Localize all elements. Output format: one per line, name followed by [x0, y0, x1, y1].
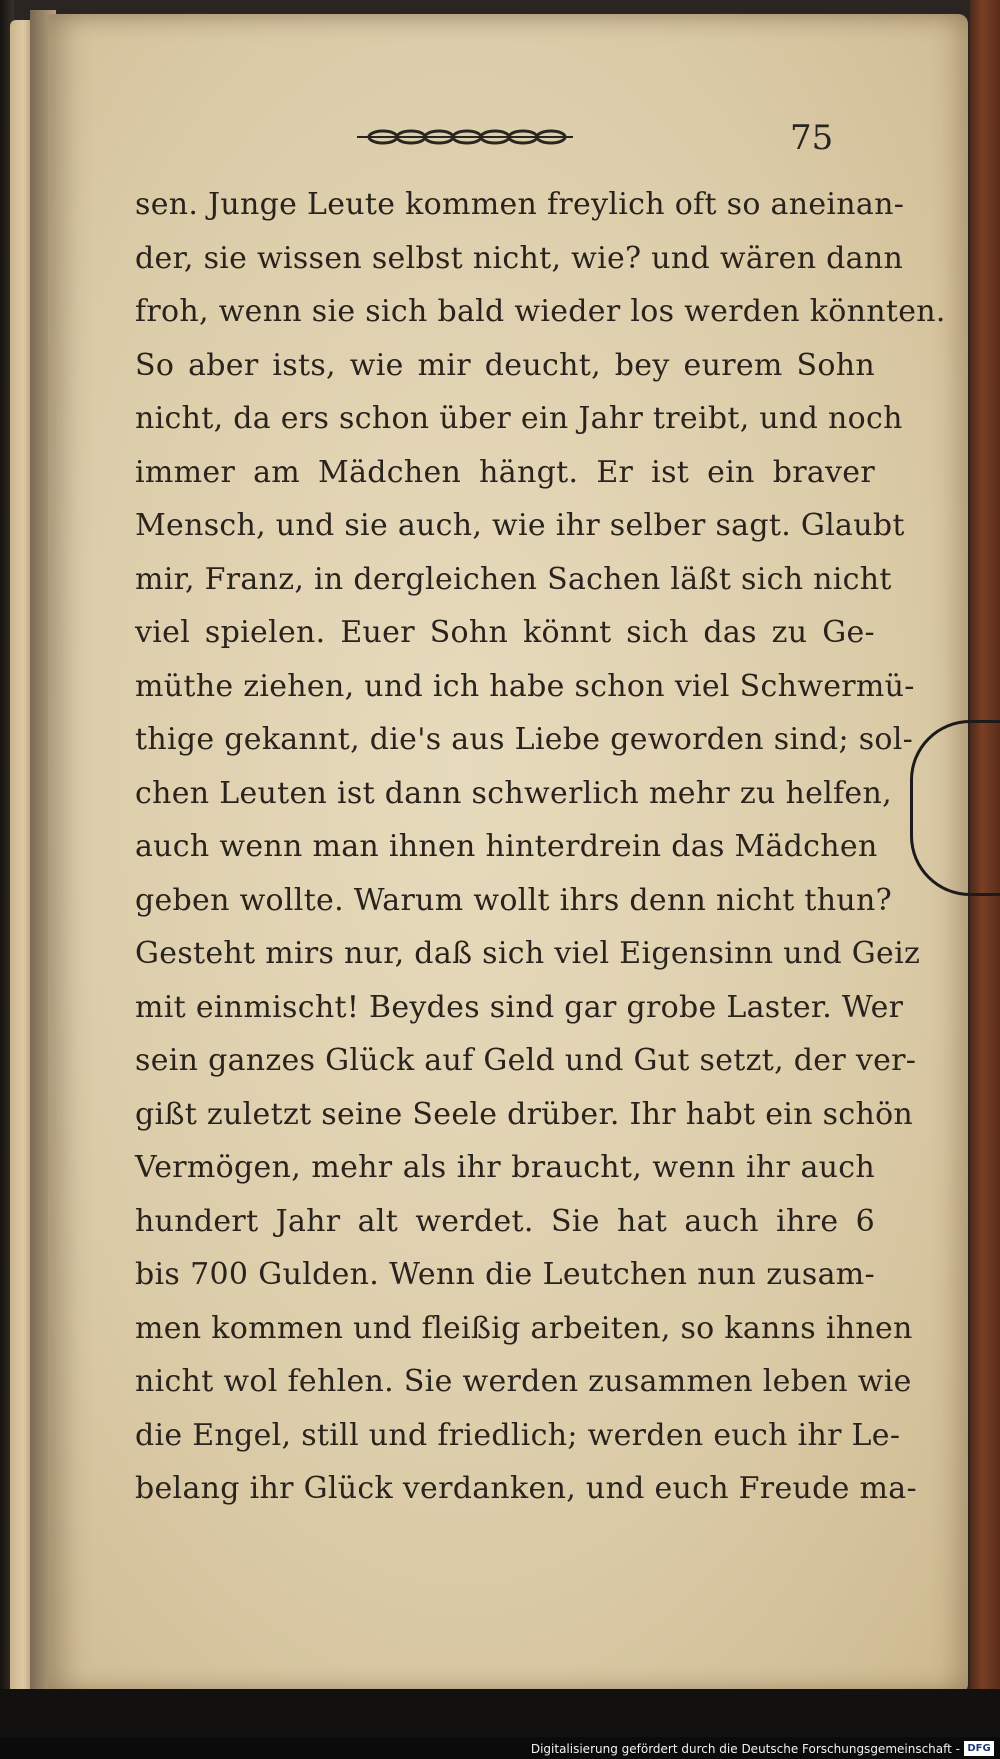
- text-line: men kommen und fleißig arbeiten, so kanns ihnen: [135, 1310, 913, 1346]
- text-line: Gesteht mirs nur, daß sich viel Eigensinn und Geiz: [135, 936, 921, 971]
- facing-page-edge: [10, 20, 32, 1710]
- text-line: chen Leuten ist dann schwerlich mehr zu helfen,: [135, 775, 892, 811]
- text-line: nicht wol fehlen. Sie werden zusammen leben wie: [135, 1364, 912, 1399]
- text-line: So aber ists, wie mir deucht, bey eurem Sohn: [135, 347, 875, 383]
- text-line: belang ihr Glück verdanken, und euch Freude ma-: [135, 1471, 917, 1506]
- bookmark-ribbon-icon: [910, 720, 1000, 896]
- dfg-logo-icon: DFG: [964, 1741, 994, 1756]
- text-line: sen. Junge Leute kommen freylich oft so aneinan-: [135, 187, 905, 222]
- page-number: 75: [790, 118, 834, 158]
- text-line: immer am Mädchen hängt. Er ist ein braver: [135, 454, 875, 490]
- text-line: die Engel, still und friedlich; werden euch ihr Le-: [135, 1417, 901, 1453]
- digitization-footer: [0, 1737, 1000, 1759]
- text-line: der, sie wissen selbst nicht, wie? und wären dann: [135, 240, 904, 276]
- text-line: nicht, da ers schon über ein Jahr treibt, und noch: [135, 401, 903, 436]
- text-line: thige gekannt, die's aus Liebe geworden sind; sol-: [135, 722, 914, 757]
- text-line: mit einmischt! Beydes sind gar grobe Laster. Wer: [135, 989, 904, 1025]
- text-line: mir, Franz, in dergleichen Sachen läßt sich nicht: [135, 561, 892, 597]
- text-line: müthe ziehen, und ich habe schon viel Schwermü-: [135, 668, 915, 704]
- text-line: sein ganzes Glück auf Geld und Gut setzt, der ver-: [135, 1043, 917, 1078]
- text-line: gißt zuletzt seine Seele drüber. Ihr habt ein schön: [135, 1096, 914, 1132]
- text-line: auch wenn man ihnen hinterdrein das Mädchen: [135, 829, 878, 864]
- text-line: hundert Jahr alt werdet. Sie hat auch ihre 6: [135, 1203, 875, 1239]
- text-line: Mensch, und sie auch, wie ihr selber sagt. Glaubt: [135, 508, 905, 543]
- text-line: bis 700 Gulden. Wenn die Leutchen nun zusam-: [135, 1257, 875, 1292]
- text-line: froh, wenn sie sich bald wieder los werden könnten.: [135, 294, 946, 329]
- text-line: viel spielen. Euer Sohn könnt sich das zu Ge-: [135, 615, 875, 650]
- page-body-text: [135, 178, 946, 1516]
- text-line: Vermögen, mehr als ihr braucht, wenn ihr auch: [135, 1150, 875, 1185]
- digitization-credit: Digitalisierung gefördert durch die Deutsche Forschungsgemeinschaft -: [530, 1742, 960, 1756]
- header-ornament-icon: [355, 128, 575, 146]
- text-line: geben wollte. Warum wollt ihrs denn nicht thun?: [135, 882, 893, 918]
